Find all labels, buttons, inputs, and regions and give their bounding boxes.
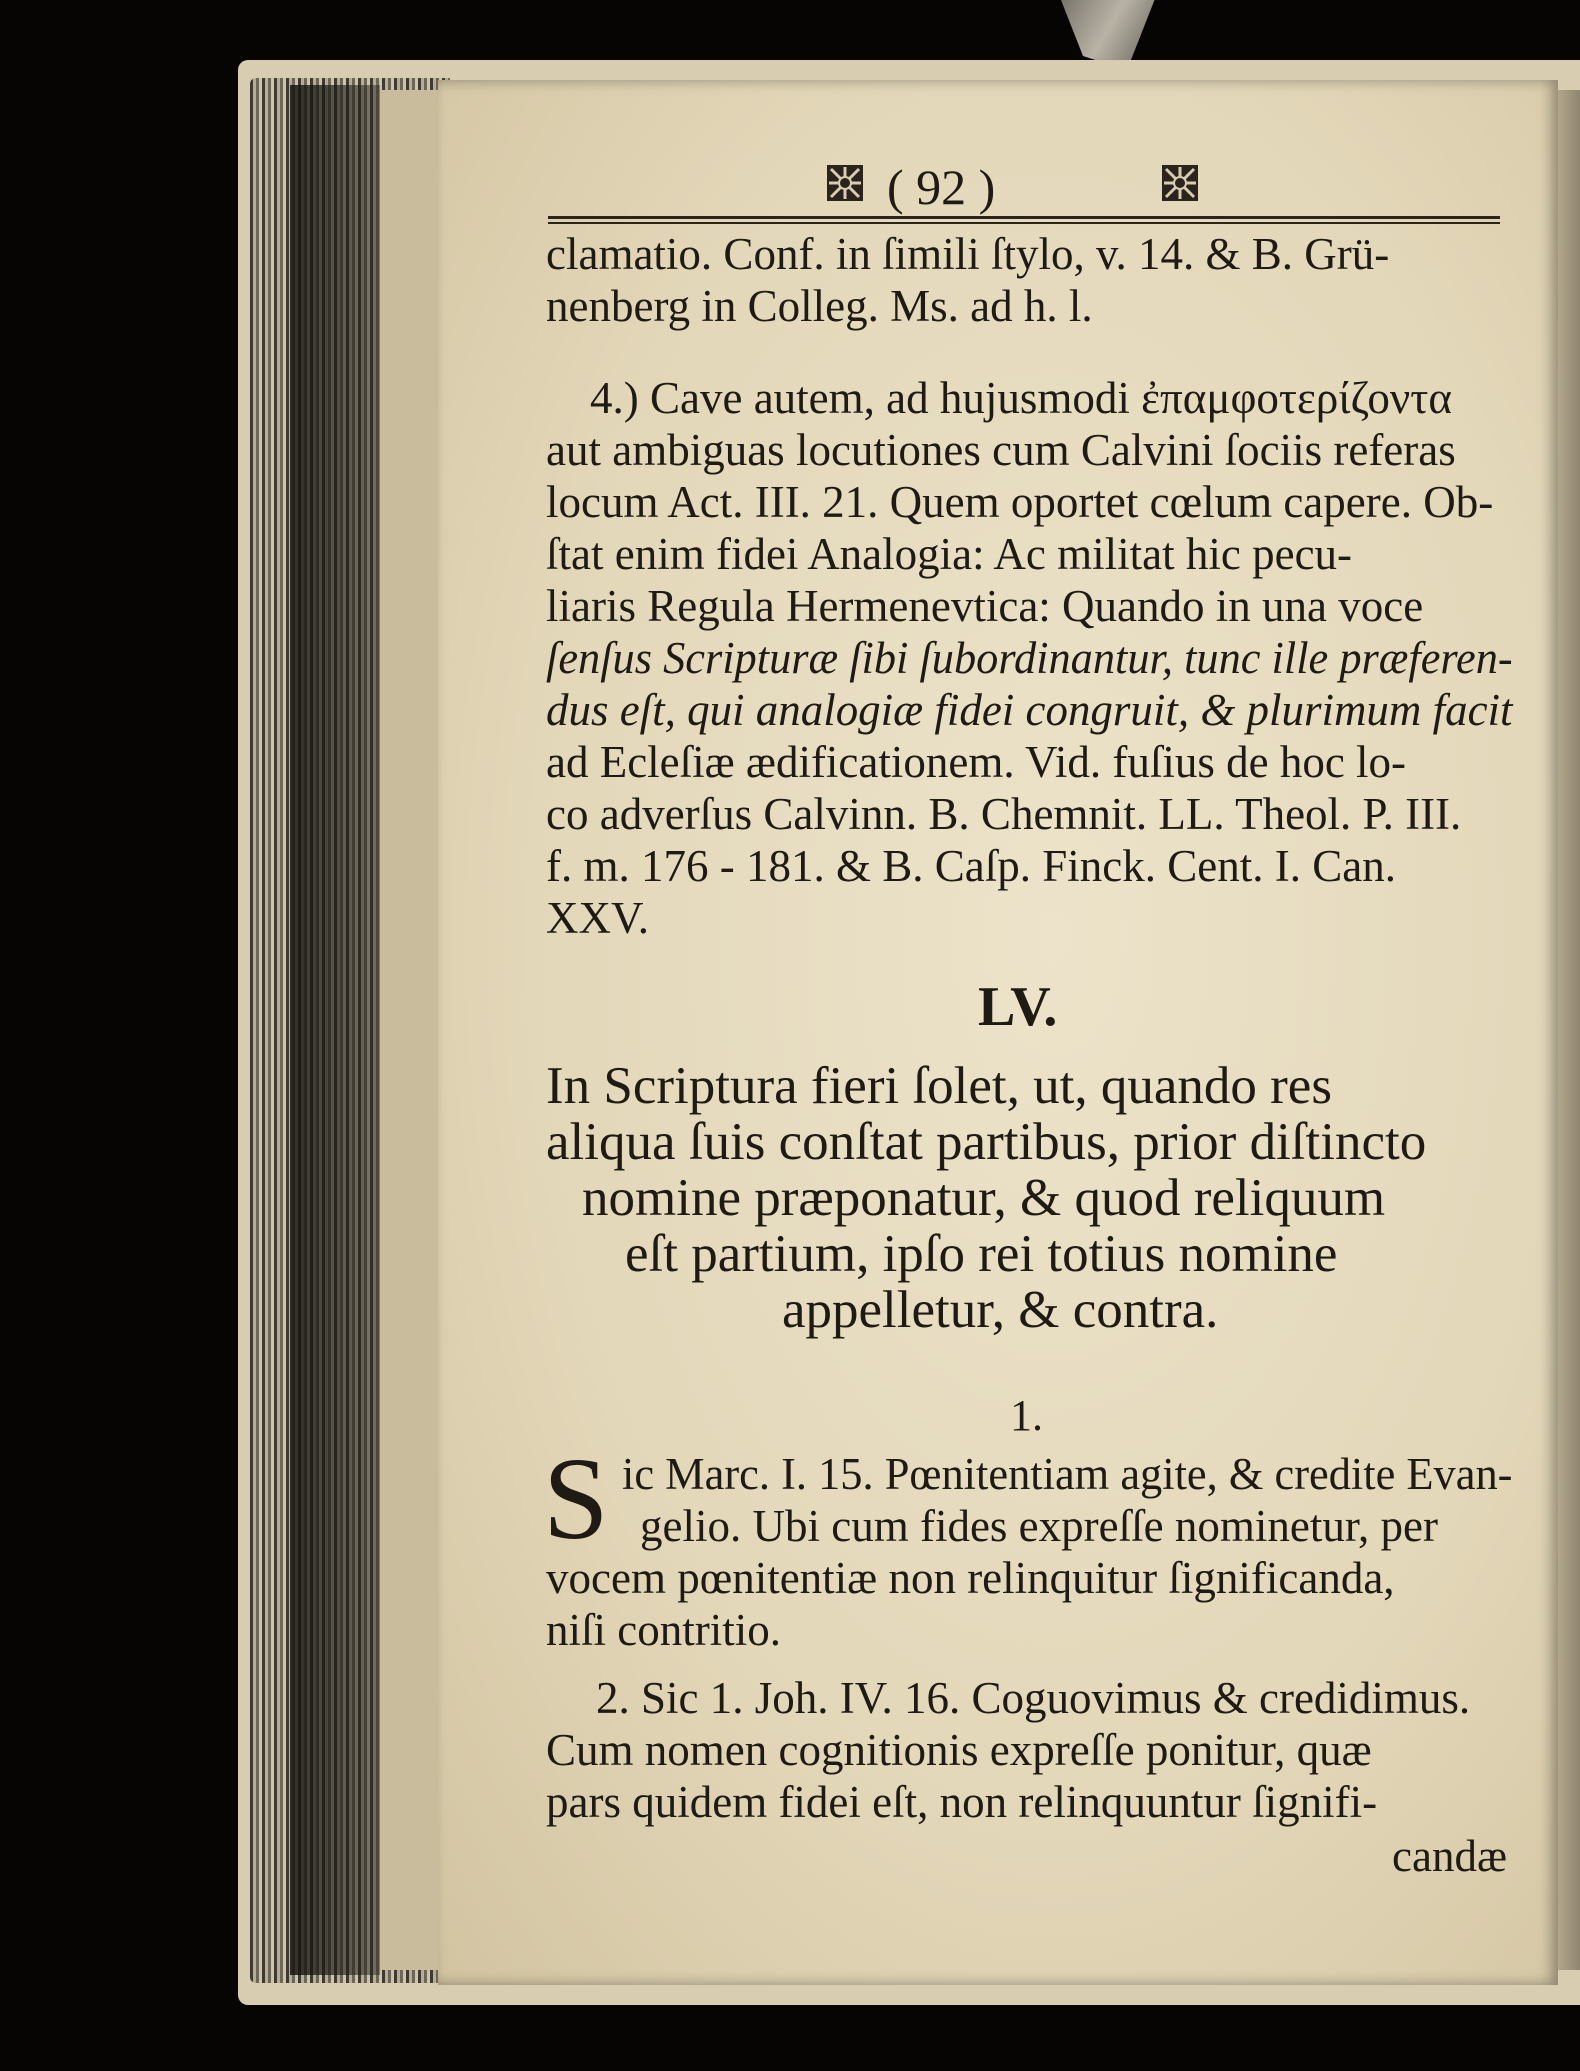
section-summary-line: eſt partium, ipſo rei totius nomine [625,1225,1338,1283]
para3-line: pars quidem fidei eſt, non relinquuntur ſignifi- [546,1777,1378,1827]
section-summary-line: nomine præponatur, & quod reliquum [582,1169,1386,1227]
ornament-left-icon [825,163,865,203]
catchword: candæ [1392,1831,1507,1881]
para3-line: 2. Sic 1. Joh. IV. 16. Coguovimus & credidimus. [596,1673,1471,1723]
page-edges-shadow [290,85,380,1975]
ornament-right-icon [1160,163,1200,203]
para2-line: dus eſt, qui analogiæ fidei congruit, & plurimum facit [546,685,1513,735]
dropcap-letter: S [543,1433,609,1564]
subsection1-line: gelio. Ubi cum fides expreſſe nominetur, per [640,1501,1438,1551]
subsection1-line: ic Marc. I. 15. Pœnitentiam agite, & credite Evan- [622,1449,1513,1499]
para2-line: 4.) Cave autem, ad hujusmodi ἐπαμφοτερίζοντα [590,373,1452,423]
section-summary-line: appelletur, & contra. [782,1281,1219,1339]
para2-line: XXV. [546,893,649,943]
para2-line: ad Ecleſiæ ædificationem. Vid. fuſius de hoc lo- [546,737,1407,787]
para2-line: aut ambiguas locutiones cum Calvini ſociis referas [546,425,1456,475]
para2-line: f. m. 176 - 181. & B. Caſp. Finck. Cent. I. Can. [546,841,1396,891]
para2-line: ſtat enim fidei Analogia: Ac militat hic pecu- [546,529,1353,579]
subsection-number: 1. [1010,1391,1043,1440]
para2-line: liaris Regula Hermenevtica: Quando in una voce [546,581,1424,631]
subsection1-line: vocem pœnitentiæ non relinquitur ſignificanda, [546,1553,1395,1603]
subsection1-line: niſi contritio. [546,1605,781,1655]
para1-line: nenberg in Colleg. Ms. ad h. l. [546,281,1093,331]
para2-line: locum Act. III. 21. Quem oportet cœlum capere. Ob- [546,477,1494,527]
para2-line: co adverſus Calvinn. B. Chemnit. LL. Theol. P. III. [546,789,1462,839]
section-number: LV. [978,976,1058,1038]
section-summary-line: In Scriptura fieri ſolet, ut, quando res [546,1057,1332,1115]
page-number: ( 92 ) [887,159,996,215]
para1-line: clamatio. Conf. in ſimili ſtylo, v. 14. & B. Grü- [546,229,1390,279]
header-rule-thin [548,222,1500,224]
header-rule [548,216,1500,219]
para3-line: Cum nomen cognitionis expreſſe ponitur, quæ [546,1725,1372,1775]
section-summary-line: aliqua ſuis conſtat partibus, prior diſtincto [546,1113,1427,1171]
para2-line: ſenſus Scripturæ ſibi ſubordinantur, tunc ille præferen- [546,633,1513,683]
